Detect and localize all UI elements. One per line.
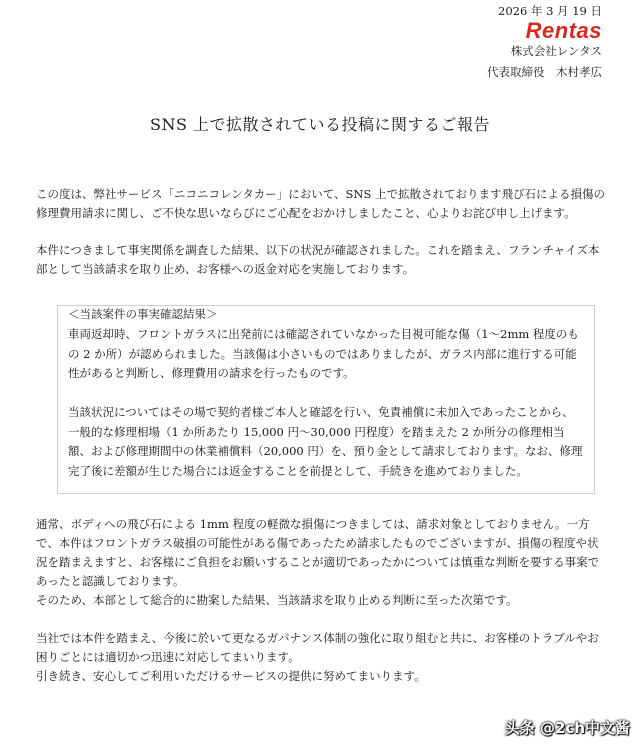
letterhead (487, 4, 602, 80)
company-name: 株式会社レンタス (510, 44, 602, 58)
policy-paragraph (36, 515, 606, 610)
fact-check-box (57, 305, 595, 494)
fact-check-paragraph-2: 当該状況についてはその場で契約者様ご本人と確認を行い、免責補償に未加入であったことから、一般的な修理相場（1 か所あたり 15,000 円〜30,000 円程度）を踏まえた 2 か所分の修理相当額、および修理期間中の休業補償料（20,000 円）を、預り金として請求しております。なお、修理完了後に差額が生じた場合には返金することを前提として、手続きを進めておりました。 (68, 405, 583, 478)
closing-line-2: 引き続き、安心してご利用いただけるサービスの提供に努めてまいります。 (36, 669, 426, 683)
closing-paragraph (36, 629, 606, 686)
document-title: SNS 上で拡散されている投稿に関するご報告 (149, 115, 490, 134)
closing-line-1: 当社では本件を踏まえ、今後に於いて更なるガバナンス体制の強化に取り組むと共に、お客様のトラブルやお困りごとには適切かつ迅速に対応してまいります。 (36, 631, 599, 664)
fact-check-title: ＜当該案件の事実確認結果＞ (68, 307, 218, 321)
investigation-paragraph: 本件につきまして事実関係を調査した結果、以下の状況が確認されました。これを踏まえ、フランチャイズ本部として当該請求を取り止め、お客様への返金対応を実施しております。 (36, 243, 600, 276)
apology-paragraph: この度は、弊社サービス「ニコニコレンタカー」において、SNS 上で拡散されております飛び石による損傷の修理費用請求に関し、ご不快な思いならびにご心配をおかけしましたこと、心よりお詫び申し上げます。 (36, 187, 605, 220)
watermark (505, 717, 630, 738)
fact-check-paragraph-1: 車両返却時、フロントガラスに出発前には確認されていなかった目視可能な傷（1〜2mm 程度のもの 2 か所）が認められました。当該傷は小さいものではありましたが、ガラス内部に進行する可能性があると判断し、修理費用の請求を行ったものです。 (68, 327, 579, 380)
watermark-text: 头条 @2ch中文酱 (504, 719, 630, 737)
rentas-logo: Rentas (525, 18, 602, 43)
policy-line-2: そのため、本部として総合的に勘案した結果、当該請求を取り止める判断に至った次第です。 (36, 593, 518, 607)
policy-line-1: 通常、ボディへの飛び石による 1mm 程度の軽微な損傷につきましては、請求対象としておりません。一方で、本件はフロントガラス破損の可能性がある傷であったため請求したものでございますが、損傷の程度や状況を踏まえますと、お客様にご負担をお願いすることが適切であったかについては慎重な判断を要する事案であったと認識しております。 (36, 517, 600, 588)
representative-name: 代表取締役 木村孝広 (487, 65, 602, 79)
document-date: 2026 年 3 月 19 日 (498, 4, 602, 18)
